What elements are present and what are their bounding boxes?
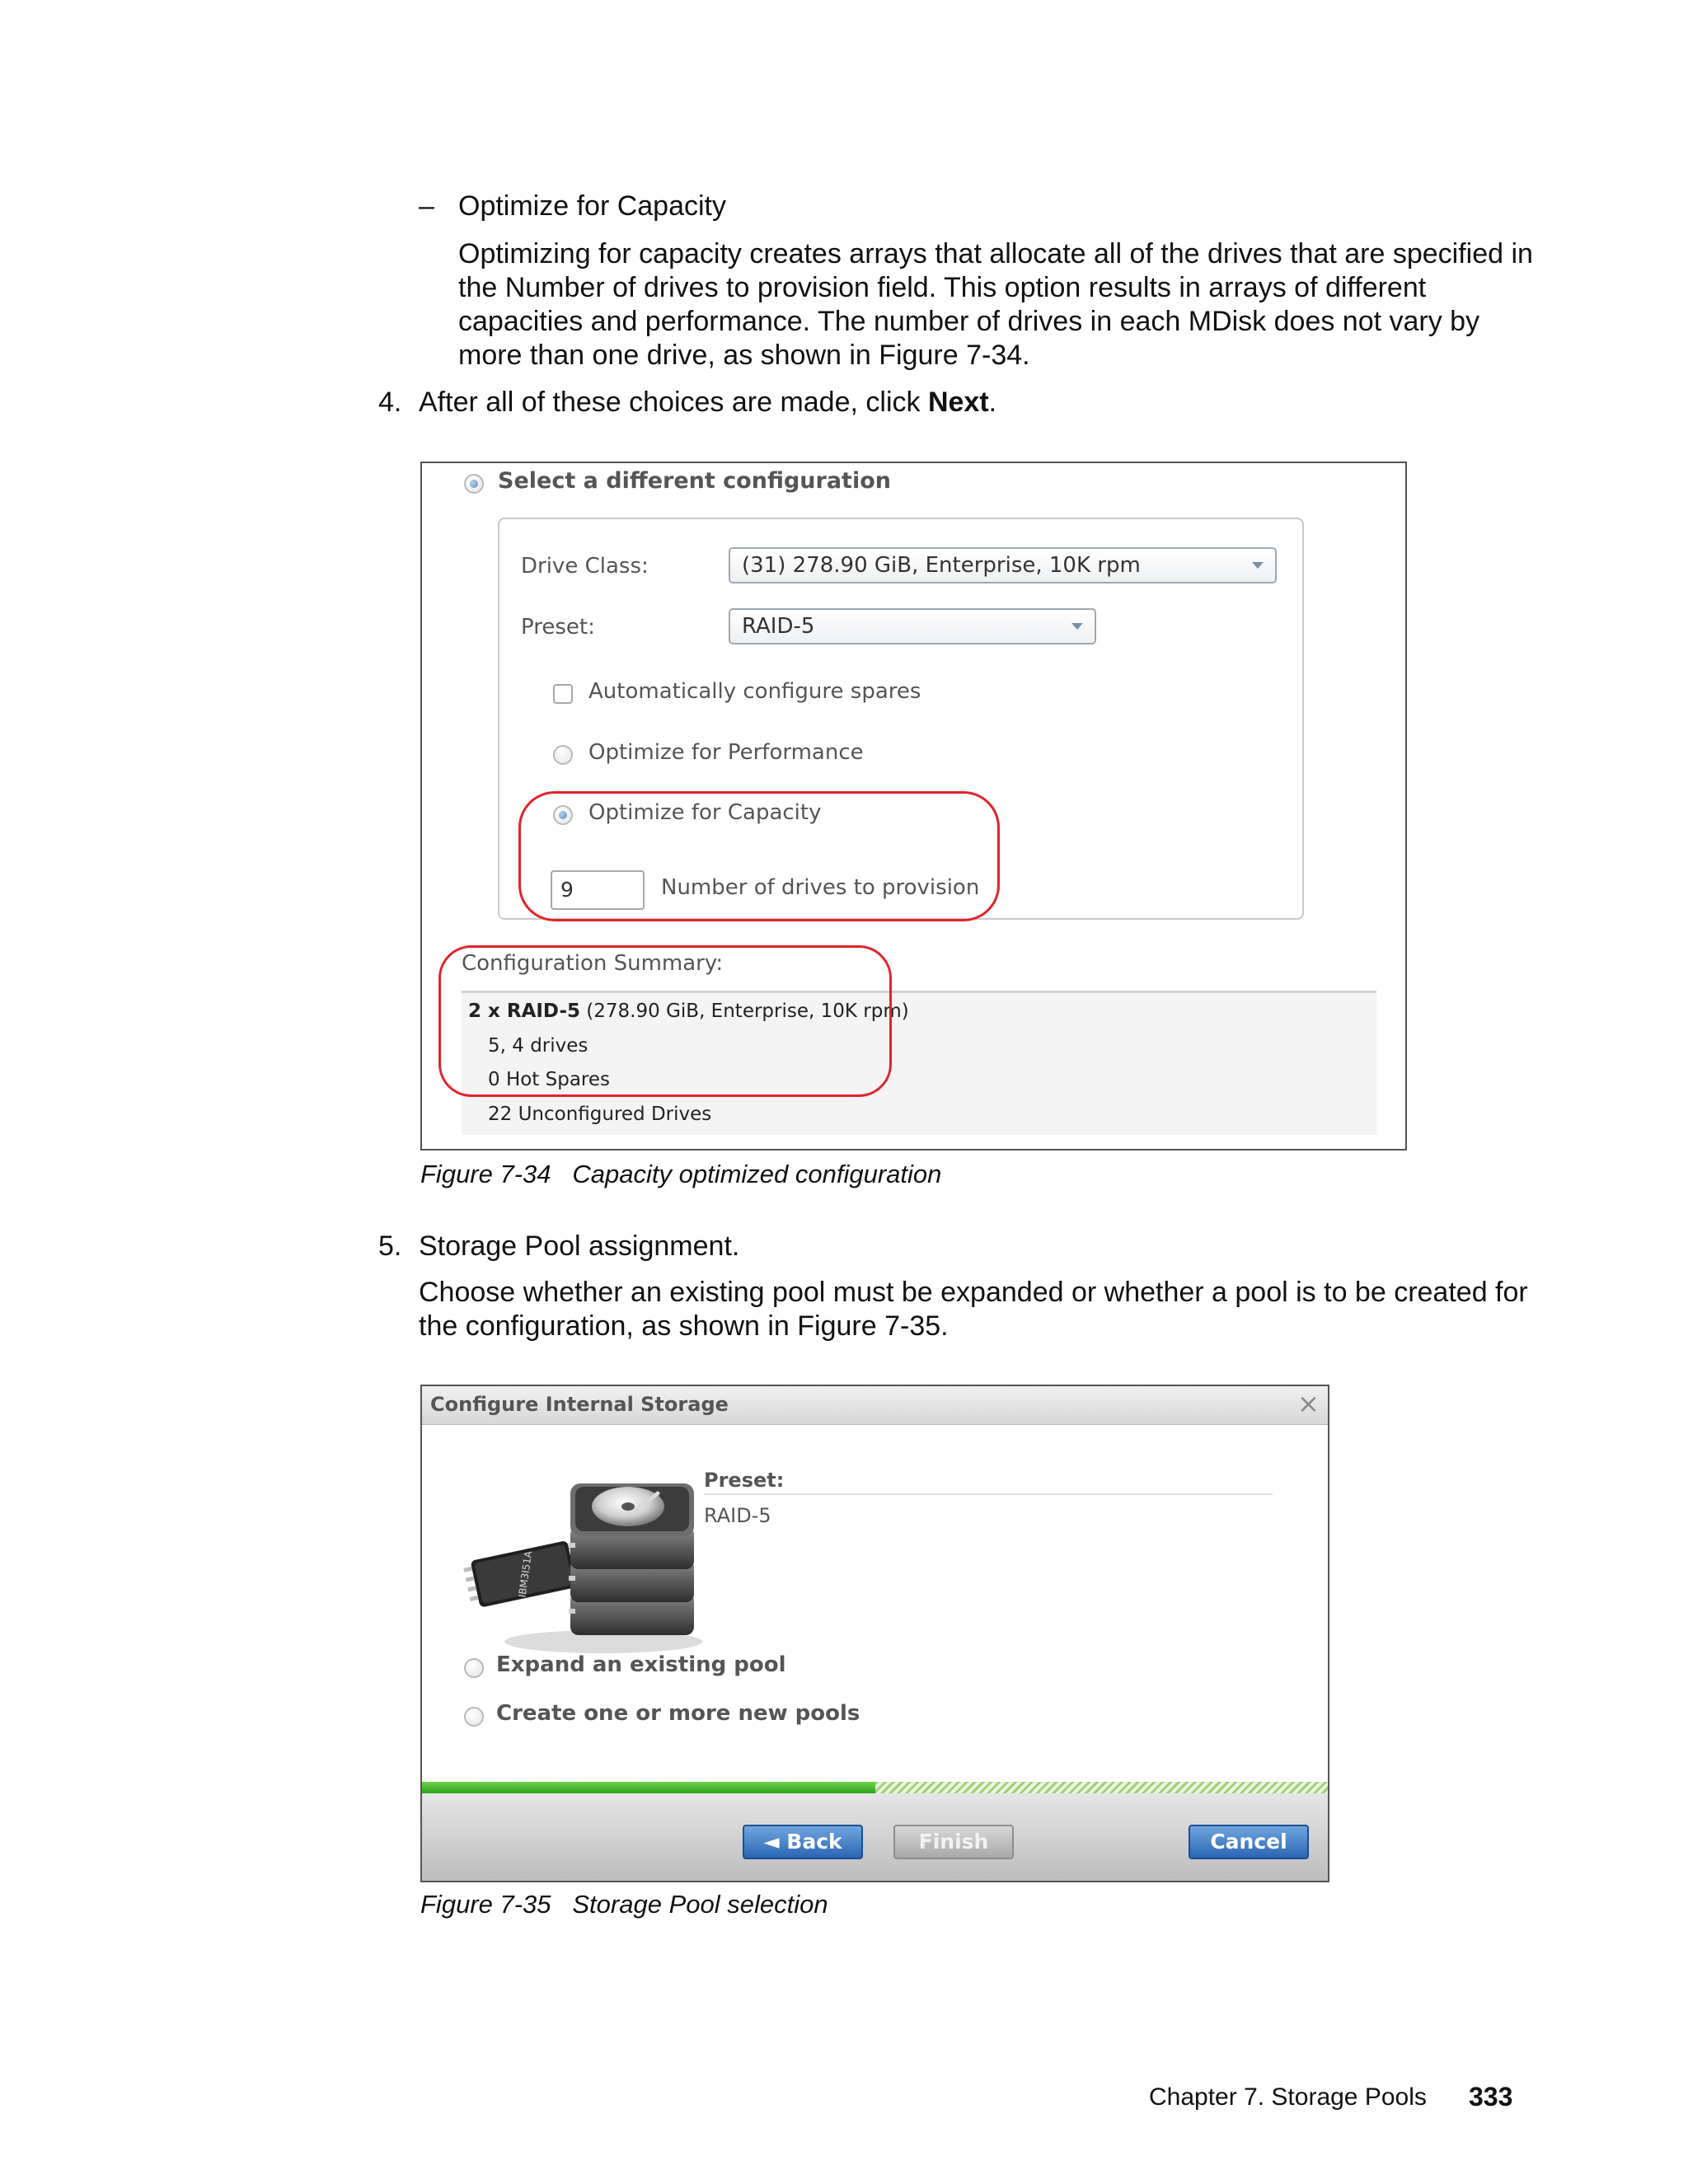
preset-select[interactable]: [729, 608, 1096, 644]
dialog-title: Configure Internal Storage: [430, 1393, 729, 1416]
expand-existing-pool-radio[interactable]: [464, 1658, 484, 1678]
preset-label: Preset:: [521, 615, 595, 640]
page-number: 333: [1469, 2082, 1513, 2111]
step5-para-line: the configuration, as shown in Figure 7-35.: [419, 1310, 949, 1342]
option-title: Optimize for Capacity: [458, 190, 726, 222]
summary-line-spares: 0 Hot Spares: [488, 1069, 611, 1090]
finish-button[interactable]: Finish: [893, 1825, 1014, 1859]
optimize-performance-label: Optimize for Performance: [588, 740, 864, 765]
drive-class-label: Drive Class:: [521, 554, 649, 579]
summary-raid-detail: (278.90 GiB, Enterprise, 10K rpm): [580, 1001, 909, 1022]
summary-line-drives: 5, 4 drives: [488, 1035, 588, 1057]
option-para-line: more than one drive, as shown in Figure 7-34.: [458, 340, 1030, 371]
chevron-down-icon: [1071, 623, 1083, 630]
drive-class-select[interactable]: [729, 547, 1277, 583]
fig34-caption: [420, 1160, 941, 1189]
hard-drive-stack-icon: [463, 1469, 710, 1658]
cancel-button[interactable]: Cancel: [1189, 1825, 1309, 1859]
figure-7-34: [420, 462, 1407, 1151]
config-summary-title: Configuration Summary:: [462, 951, 724, 976]
step4-text-after: .: [988, 387, 997, 418]
summary-line-unconfigured: 22 Unconfigured Drives: [488, 1104, 712, 1125]
page-footer-chapter: Chapter 7. Storage Pools: [1149, 2083, 1427, 2111]
preset-label: Preset:: [704, 1469, 785, 1492]
option-paragraph: [458, 237, 1596, 373]
auto-spares-checkbox[interactable]: [553, 684, 573, 704]
wizard-progress-fill: [422, 1782, 875, 1793]
back-button[interactable]: ◄ Back: [743, 1825, 863, 1859]
fig34-caption-number: Figure 7-34: [420, 1160, 551, 1188]
create-new-pools-radio[interactable]: [464, 1707, 484, 1727]
figure-7-35: [420, 1385, 1329, 1882]
num-drives-label: Number of drives to provision: [661, 875, 980, 900]
option-para-line: Optimizing for capacity creates arrays that allocate all of the drives that are specified in: [458, 238, 1533, 269]
option-para-line: capacities and performance. The number of drives in each MDisk does not vary by: [458, 306, 1480, 337]
preset-value: RAID-5: [742, 614, 815, 639]
step4-next-bold: Next: [927, 387, 989, 418]
fig34-caption-title: Capacity optimized configuration: [572, 1160, 942, 1188]
drive-class-value: (31) 278.90 GiB, Enterprise, 10K rpm: [742, 553, 1141, 578]
step5-para-line: Choose whether an existing pool must be expanded or whether a pool is to be created for: [419, 1277, 1528, 1308]
step5-paragraph: [419, 1276, 1589, 1343]
wizard-progress-bar: [422, 1782, 1328, 1793]
optimize-performance-radio[interactable]: [553, 745, 573, 765]
step4-number: 4.: [378, 387, 402, 418]
summary-highlight-ellipse: [438, 945, 892, 1097]
fig35-caption-title: Storage Pool selection: [572, 1890, 828, 1919]
step4-text-before: After all of these choices are made, click: [419, 387, 928, 418]
fig35-caption-number: Figure 7-35: [420, 1890, 551, 1919]
expand-existing-pool-label: Expand an existing pool: [496, 1652, 786, 1677]
select-different-config-radio[interactable]: [464, 474, 484, 494]
step4-text: [419, 386, 996, 419]
summary-raid-count: 2 x RAID-5: [468, 1001, 580, 1022]
auto-spares-label: Automatically configure spares: [588, 679, 921, 704]
create-new-pools-label: Create one or more new pools: [496, 1701, 860, 1726]
option-dash: –: [419, 190, 434, 222]
option-para-line: the Number of drives to provision field. This option results in arrays of different: [458, 272, 1427, 303]
chip-label: IBM3I51A: [516, 1550, 535, 1599]
select-different-config-label: Select a different configuration: [498, 468, 891, 494]
step5-title: Storage Pool assignment.: [419, 1230, 740, 1262]
num-drives-value: 9: [560, 878, 574, 902]
optimize-capacity-label: Optimize for Capacity: [588, 800, 822, 825]
chevron-down-icon: [1252, 562, 1264, 569]
capacity-highlight-ellipse: [518, 791, 1000, 921]
step5-number: 5.: [378, 1230, 402, 1262]
preset-divider: [704, 1493, 1273, 1495]
dialog-title-bar: [422, 1386, 1328, 1425]
preset-value: RAID-5: [704, 1504, 771, 1527]
close-icon[interactable]: ×: [1297, 1388, 1320, 1419]
fig35-caption: [420, 1890, 828, 1919]
